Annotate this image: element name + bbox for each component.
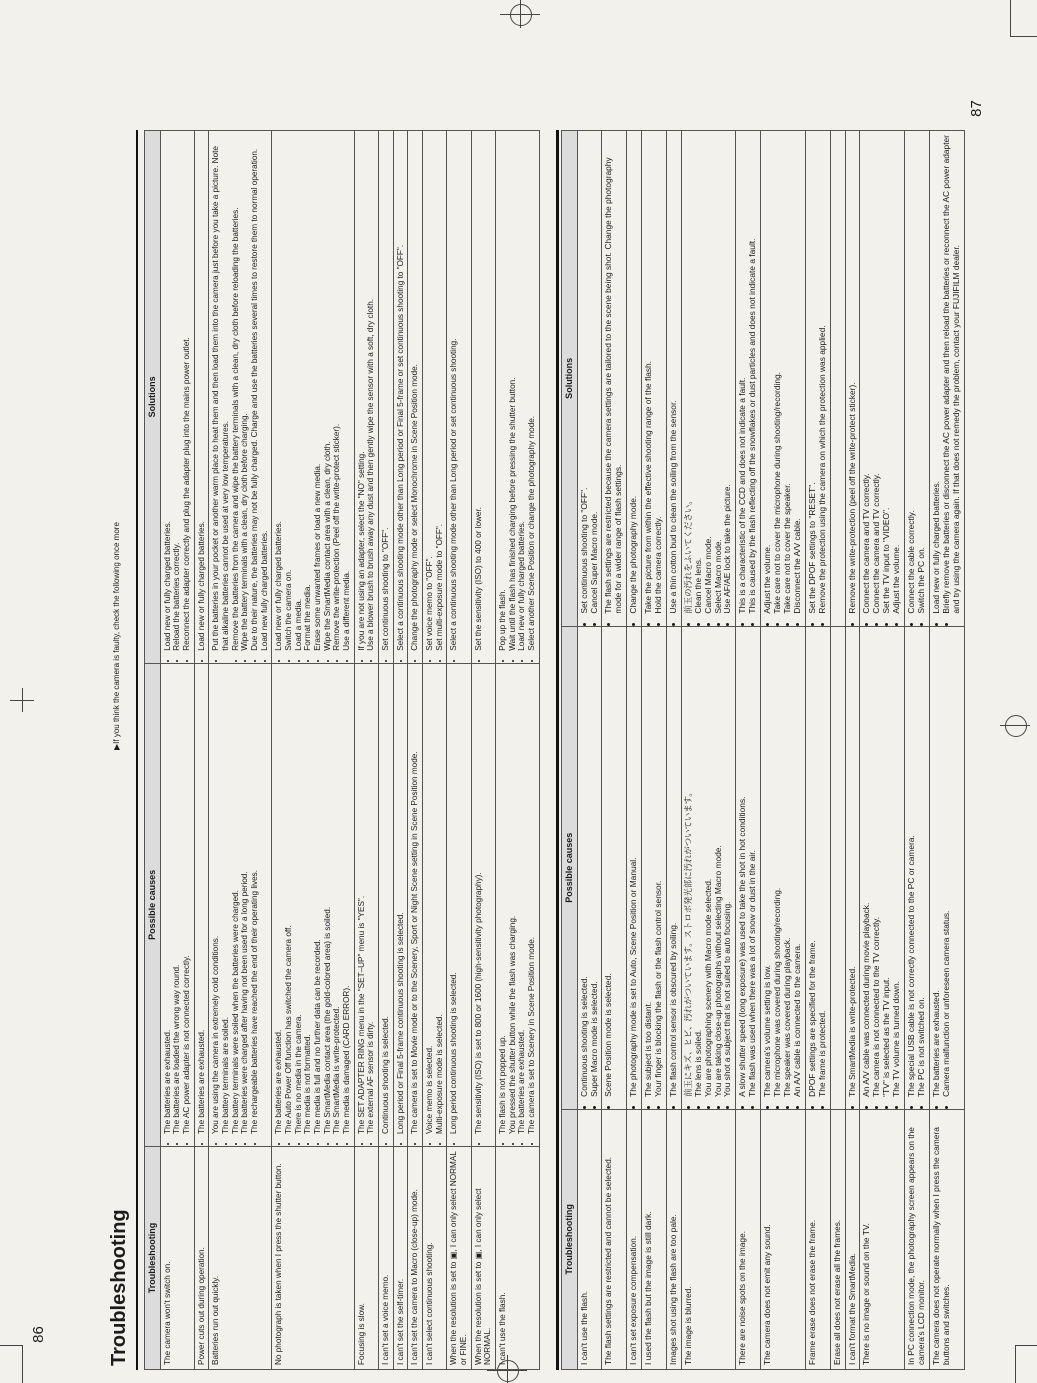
problem-cell: When the resolution is set to ▣, I can only select NORMAL or FINE.: [447, 1146, 471, 1369]
list-item: • The flash is not popped up.: [498, 668, 508, 1134]
causes-list: [580, 631, 600, 1105]
causes-cell: [642, 626, 667, 1109]
table-row: [805, 131, 830, 1370]
list-item: • Use a blower brush to brush away any dust and then gently wipe the sensor with a soft, dry cloth.: [366, 135, 376, 651]
problem-cell: I can't set exposure compensation.: [627, 1109, 642, 1369]
crop-mark: [0, 1345, 22, 1346]
column-header: Possible causes: [145, 663, 161, 1146]
solutions-list: [474, 135, 484, 659]
list-item: • The sensitivity (ISO) is set to 800 or 1600 (high-sensitivity photography).: [474, 668, 484, 1134]
list-item: • Set the TV input to "VIDEO".: [882, 135, 892, 614]
list-item: • You pressed the shutter button while the flash was charging.: [508, 668, 518, 1134]
list-item: • "TV" is selected as the TV input.: [882, 631, 892, 1097]
causes-cell: [666, 626, 681, 1109]
solutions-list: [738, 135, 758, 622]
solutions-cell: [354, 131, 378, 664]
problem-cell: In PC connection mode, the photography screen appears on the camera's LCD monitor.: [905, 1109, 930, 1369]
list-item: • Load new or fully charged batteries.: [163, 135, 173, 651]
causes-list: [410, 668, 420, 1142]
list-item: • Load new or fully charged batteries.: [932, 135, 942, 614]
list-item: • Select Macro mode.: [714, 135, 724, 614]
list-item: • Set continuous shooting to "OFF".: [580, 135, 590, 614]
list-item: • Load a media.: [294, 135, 304, 651]
table-row: [272, 131, 354, 1370]
causes-list: [862, 631, 902, 1105]
causes-list: [848, 631, 858, 1105]
causes-cell: [393, 663, 408, 1146]
table-row: [160, 131, 194, 1370]
list-item: • The batteries are exhausted.: [274, 668, 284, 1134]
list-item: • Load new or fully charged batteries.: [274, 135, 284, 651]
solutions-list: [907, 135, 927, 622]
problem-cell: The camera does not operate normally when I press the camera buttons and switches.: [929, 1109, 964, 1369]
column-header: Troubleshooting: [145, 1146, 161, 1369]
list-item: • Take the picture from within the effective shooting range of the flash.: [644, 135, 654, 614]
solutions-list: [684, 135, 734, 622]
registration-mark: [22, 688, 23, 712]
list-item: • Set multi-exposure mode to "OFF".: [435, 135, 445, 651]
causes-cell: [761, 626, 806, 1109]
list-item: • The camera is set to Movie mode or to the Scenery, Sport or Night Scene setting in Scene Position mode.: [410, 668, 420, 1134]
problem-cell: I used the flash but the image is still dark.: [642, 1109, 667, 1369]
causes-list: [498, 668, 537, 1142]
table-row: [447, 131, 471, 1370]
causes-list: [738, 631, 758, 1105]
list-item: • Reload the batteries correctly.: [172, 135, 182, 651]
list-item: • Take care not to cover the microphone during shooting/recording.: [773, 135, 783, 614]
solutions-cell: [194, 131, 209, 664]
list-item: • 前玉の汚れをふいてください。: [684, 135, 694, 614]
problem-cell: I can't set the self-timer.: [393, 1146, 408, 1369]
list-item: • A slow shutter speed (long exposure) was used to take the shot in hot conditions.: [738, 631, 748, 1097]
registration-mark: [1005, 715, 1027, 737]
solutions-cell: [471, 131, 495, 664]
list-item: • The media is not formatted.: [303, 668, 313, 1134]
list-item: • Your finger is blocking the flash or the flash control sensor.: [654, 631, 664, 1097]
list-item: • The media is damaged (CARD ERROR).: [342, 668, 352, 1134]
list-item: • Scene Position mode is selected.: [604, 631, 614, 1097]
solutions-list: [629, 135, 639, 622]
causes-list: [669, 631, 679, 1105]
solutions-cell: [423, 131, 447, 664]
solutions-cell: [627, 131, 642, 627]
table-row: [905, 131, 930, 1370]
list-item: • Set continuous shooting to "OFF".: [381, 135, 391, 651]
solutions-cell: [681, 131, 736, 627]
solutions-cell: [496, 131, 540, 664]
column-header: Troubleshooting: [562, 1109, 578, 1369]
crop-mark: [22, 1345, 23, 1383]
solutions-list: [580, 135, 600, 622]
troubleshooting-table-left: [144, 130, 540, 1370]
problem-cell: I can't use the flash.: [496, 1146, 540, 1369]
table-row: [929, 131, 964, 1370]
list-item: • The AC power adapter is not connected correctly.: [182, 668, 192, 1134]
list-item: • Load new fully charged batteries.: [260, 135, 270, 651]
page-note: ▶If you think the camera is faulty, check the following once more: [112, 522, 121, 750]
causes-cell: [447, 663, 471, 1146]
solutions-list: [848, 135, 858, 622]
causes-cell: [408, 663, 423, 1146]
list-item: • Remove the protection using the camera on which the protection was applied.: [818, 135, 828, 614]
column-header: Solutions: [562, 131, 578, 627]
table-row: [666, 131, 681, 1370]
list-item: • Select another Scene Position or change the photography mode.: [527, 135, 537, 651]
list-item: • The flash settings are restricted because the camera settings are tailored to the scene being shot. Change the photography mode for a wider range of flash settings.: [604, 135, 624, 614]
list-item: • The microphone was covered during shooting/recording.: [773, 631, 783, 1097]
list-item: • Remove the write-protection (peel off the write-protect sticker).: [848, 135, 858, 614]
list-item: • Use AF/AE lock to take the picture.: [723, 135, 733, 614]
causes-cell: [471, 663, 495, 1146]
causes-list: [197, 668, 207, 1142]
solutions-list: [763, 135, 803, 622]
solutions-cell: [577, 131, 602, 627]
list-item: • Load new or fully charged batteries.: [197, 135, 207, 651]
table-row: [602, 131, 627, 1370]
problem-cell: The flash settings are restricted and cannot be selected.: [602, 1109, 627, 1369]
table-row: [577, 131, 602, 1370]
solutions-cell: [736, 131, 761, 627]
solutions-list: [862, 135, 902, 622]
list-item: • The batteries are loaded the wrong way round.: [172, 668, 182, 1134]
problem-cell: The camera won't switch on.: [160, 1146, 194, 1369]
table-row: [423, 131, 447, 1370]
solutions-list: [932, 135, 962, 622]
problem-cell: The camera does not emit any sound.: [761, 1109, 806, 1369]
list-item: • This is caused by the flash reflecting off the snowflakes or dust particles and does not indicate a fault.: [748, 135, 758, 614]
causes-list: [763, 631, 803, 1105]
list-item: • Reconnect the adapter correctly and plug the adapter plug into the mains power outlet.: [182, 135, 192, 651]
causes-cell: [379, 663, 394, 1146]
solutions-cell: [761, 131, 806, 627]
page-number-left: 86: [29, 1326, 47, 1343]
list-item: • Remove the batteries from the camera and wipe the battery terminals with a clean, dry cloth before reloading the batteries.: [231, 135, 241, 651]
column-header: Solutions: [145, 131, 161, 664]
list-item: • Cancel Super Macro mode.: [590, 135, 600, 614]
list-item: • Wait until the flash has finished charging before pressing the shutter button.: [508, 135, 518, 651]
list-item: • Super Macro mode is selected.: [590, 631, 600, 1097]
solutions-list: [449, 135, 459, 659]
list-item: • Select a continuous shooting mode other than Long period or Final 5-frame or set continuous shooting to "OFF".: [396, 135, 406, 651]
solutions-cell: [408, 131, 423, 664]
table-row: [354, 131, 378, 1370]
solutions-cell: [642, 131, 667, 627]
table-row: [408, 131, 423, 1370]
page-title: Troubleshooting: [108, 1209, 130, 1366]
causes-cell: [209, 663, 272, 1146]
causes-list: [396, 668, 406, 1142]
problem-cell: I can't format the SmartMedia.: [845, 1109, 860, 1369]
list-item: • Use a thin cotton bud to clean the soiling from the sensor.: [669, 135, 679, 614]
causes-cell: [905, 626, 930, 1109]
list-item: • Long period continuous shooting is selected.: [449, 668, 459, 1134]
left-page: [108, 130, 537, 1370]
list-item: • Wipe the battery terminals with a clean, dry cloth before charging.: [240, 135, 250, 651]
problem-cell: Erase all does not erase all the frames.: [830, 1109, 845, 1369]
list-item: • Put the batteries in your pocket or another warm place to heat them and then load them into the camera just before you take a picture. Note that alkaline batteries cannot be used at very low temperatures.: [211, 135, 230, 651]
list-item: • Voice memo is selected.: [425, 668, 435, 1134]
causes-cell: [736, 626, 761, 1109]
list-item: • 前玉にキズ、ヒビ、汚れがついています。ストロボ発光部に汚れがついています。: [684, 631, 694, 1097]
solutions-cell: [272, 131, 354, 664]
table-row: [845, 131, 860, 1370]
list-item: • The SmartMedia is write-protected.: [848, 631, 858, 1097]
list-item: • Connect the camera and TV correctly.: [862, 135, 872, 614]
list-item: • Clean the lens.: [694, 135, 704, 614]
list-item: • The special USB cable is not correctly connected to the PC or camera.: [907, 631, 917, 1097]
list-item: • The SmartMedia is write-protected.: [332, 668, 342, 1134]
causes-list: [629, 631, 639, 1105]
solutions-list: [357, 135, 376, 659]
list-item: • The flash control sensor is obscured by soiling.: [669, 631, 679, 1097]
list-item: • The batteries are exhausted.: [932, 631, 942, 1097]
table-row: [194, 131, 209, 1370]
problem-cell: I can't select continuous shooting.: [423, 1146, 447, 1369]
list-item: • The camera is not connected to the TV correctly.: [872, 631, 882, 1097]
list-item: • The batteries are exhausted.: [517, 668, 527, 1134]
list-item: • The Auto Power Off function has switched the camera off.: [284, 668, 294, 1134]
problem-cell: Power cuts out during operation.: [194, 1146, 209, 1369]
solutions-cell: [602, 131, 627, 627]
problem-cell: The image is blurred.: [681, 1109, 736, 1369]
causes-list: [907, 631, 927, 1105]
list-item: • Remove the write-protection (Peel off the write-protect sticker).: [332, 135, 342, 651]
list-item: • The batteries are exhausted.: [197, 668, 207, 1134]
list-item: • Long period or Final 5-frame continuous shooting is selected.: [396, 668, 406, 1134]
problem-cell: When the resolution is set to ▣, I can only select NORMAL.: [471, 1146, 495, 1369]
title-underline: [136, 130, 138, 1370]
list-item: • Continuous shooting is selected.: [580, 631, 590, 1097]
list-item: • The media is full and no further data can be recorded.: [313, 668, 323, 1134]
solutions-list: [808, 135, 828, 622]
list-item: • Hold the camera correctly.: [654, 135, 664, 614]
solutions-cell: [860, 131, 905, 627]
list-item: • Adjust the volume.: [763, 135, 773, 614]
causes-list: [357, 668, 376, 1142]
list-item: • Briefly remove the batteries or disconnect the AC power adapter and then reload the batteries or reconnect the AC power adapter and try using the camera again. If that does not remedy the problem, contact your FUJIFILM dealer.: [942, 135, 962, 614]
list-item: • The frame is protected.: [818, 631, 828, 1097]
crop-mark: [1010, 0, 1011, 36]
solutions-cell: [666, 131, 681, 627]
table-row: [379, 131, 394, 1370]
list-item: • You are taking close-up photographs without selecting Macro mode.: [714, 631, 724, 1097]
solutions-cell: [805, 131, 830, 627]
crop-mark: [1015, 1345, 1037, 1346]
list-item: • The batteries were charged after having not been used for a long period.: [240, 668, 250, 1134]
solutions-list: [163, 135, 192, 659]
solutions-list: [604, 135, 624, 622]
causes-list: [604, 631, 614, 1105]
solutions-list: [498, 135, 537, 659]
list-item: • Use a different media.: [342, 135, 352, 651]
left-page-header: [110, 130, 130, 1370]
right-page: [548, 130, 1008, 1370]
causes-cell: [929, 626, 964, 1109]
table-row: [627, 131, 642, 1370]
table-row: [471, 131, 495, 1370]
list-item: • The SmartMedia contact area (the gold-colored area) is soiled.: [323, 668, 333, 1134]
problem-cell: Batteries run out quickly.: [209, 1146, 272, 1369]
list-item: • Switch the camera on.: [284, 135, 294, 651]
solutions-cell: [830, 131, 845, 627]
list-item: • Adjust the volume.: [892, 135, 902, 614]
solutions-list: [197, 135, 207, 659]
list-item: • Load new or fully charged batteries.: [517, 135, 527, 651]
table-row: [209, 131, 272, 1370]
problem-cell: There is no image or sound on the TV.: [860, 1109, 905, 1369]
crop-mark: [1010, 36, 1037, 37]
problem-cell: Images shot using the flash are too pale.: [666, 1109, 681, 1369]
problem-cell: I can't set the camera to Macro (close-up) mode.: [408, 1146, 423, 1369]
list-item: • Camera malfunction or unforeseen camera status.: [942, 631, 952, 1097]
causes-list: [644, 631, 664, 1105]
column-header: Possible causes: [562, 626, 578, 1109]
list-item: • The battery terminals were soiled when the batteries were charged.: [231, 668, 241, 1134]
list-item: • Continuous shooting is selected.: [381, 668, 391, 1134]
list-item: • Connect the camera and TV correctly.: [872, 135, 882, 614]
list-item: • There is no media in the camera.: [294, 668, 304, 1134]
causes-cell: [681, 626, 736, 1109]
list-item: • Change the photography mode.: [629, 135, 639, 614]
causes-cell: [577, 626, 602, 1109]
list-item: • The flash was used when there was a lot of snow or dust in the air.: [748, 631, 758, 1097]
causes-list: [474, 668, 484, 1142]
list-item: • Erase some unwanted frames or load a new media.: [313, 135, 323, 651]
causes-list: [684, 631, 734, 1105]
table-row: [496, 131, 540, 1370]
solutions-list: [381, 135, 391, 659]
list-item: • The lens is soiled.: [694, 631, 704, 1097]
causes-cell: [845, 626, 860, 1109]
header-rule: [556, 130, 559, 1370]
list-item: • Take care not to cover the speaker.: [783, 135, 793, 614]
list-item: • The camera's volume setting is low.: [763, 631, 773, 1097]
list-item: • Pop up the flash.: [498, 135, 508, 651]
problem-cell: No photograph is taken when I press the shutter button.: [272, 1146, 354, 1369]
list-item: • The SET ADAPTER RING menu in the "SET–UP" menu is "YES".: [357, 668, 367, 1134]
list-item: • An A/V cable is connected to the camera.: [793, 631, 803, 1097]
causes-list: [808, 631, 828, 1105]
list-item: • You are photographing scenery with Macro mode selected.: [704, 631, 714, 1097]
list-item: • DPOF settings are specified for the frame.: [808, 631, 818, 1097]
table-row: [860, 131, 905, 1370]
causes-cell: [160, 663, 194, 1146]
problem-cell: There are noise spots on the image.: [736, 1109, 761, 1369]
solutions-cell: [929, 131, 964, 627]
solutions-list: [644, 135, 664, 622]
list-item: • If you are not using an adapter, select the "NO" setting.: [357, 135, 367, 651]
list-item: • The PC is not switched on.: [917, 631, 927, 1097]
solutions-cell: [393, 131, 408, 664]
causes-cell: [194, 663, 209, 1146]
list-item: • The camera is set to Scenery in Scene Position mode.: [527, 668, 537, 1134]
solutions-list: [669, 135, 679, 622]
problem-cell: I can't use the flash.: [577, 1109, 602, 1369]
list-item: • The subject is too distant.: [644, 631, 654, 1097]
causes-cell: [830, 626, 845, 1109]
solutions-list: [396, 135, 406, 659]
problem-cell: Frame erase does not erase the frame.: [805, 1109, 830, 1369]
list-item: • The batteries are exhausted.: [163, 668, 173, 1134]
list-item: • The speaker was covered during playback.: [783, 631, 793, 1097]
list-item: • Change the photography mode or select Monochrome in Scene Position mode.: [410, 135, 420, 651]
list-item: • Set the sensitivity (ISO) to 400 or lower.: [474, 135, 484, 651]
causes-list: [274, 668, 351, 1142]
causes-list: [449, 668, 459, 1142]
causes-list: [932, 631, 952, 1105]
crop-mark: [1015, 1345, 1016, 1383]
solutions-cell: [379, 131, 394, 664]
list-item: • Set voice memo to "OFF".: [425, 135, 435, 651]
causes-cell: [627, 626, 642, 1109]
table-row: [393, 131, 408, 1370]
list-item: • The external AF sensor is dirty.: [366, 668, 376, 1134]
list-item: • Select a continuous shooting mode other than Long period or set continuous shooting.: [449, 135, 459, 651]
table-row: [642, 131, 667, 1370]
causes-list: [425, 668, 444, 1142]
list-item: • You shot a subject that is not suited to auto focusing.: [723, 631, 733, 1097]
solutions-cell: [160, 131, 194, 664]
list-item: • Set the DPOF settings to "RESET".: [808, 135, 818, 614]
table-row: [681, 131, 736, 1370]
list-item: • Multi-exposure mode is selected.: [435, 668, 445, 1134]
causes-cell: [423, 663, 447, 1146]
solutions-cell: [845, 131, 860, 627]
solutions-list: [274, 135, 351, 659]
list-item: • You are using the camera in extremely cold conditions.: [211, 668, 221, 1134]
solutions-list: [410, 135, 420, 659]
solutions-list: [425, 135, 444, 659]
solutions-cell: [905, 131, 930, 627]
list-item: • Cancel Macro mode.: [704, 135, 714, 614]
troubleshooting-table-right: [561, 130, 965, 1370]
causes-cell: [860, 626, 905, 1109]
list-item: • An A/V cable was connected during movie playback.: [862, 631, 872, 1097]
solutions-list: [211, 135, 269, 659]
list-item: • The battery terminals are soiled.: [221, 668, 231, 1134]
list-item: • The photography mode is set to Auto, Scene Position or Manual.: [629, 631, 639, 1097]
causes-cell: [496, 663, 540, 1146]
list-item: • Disconnect the A/V cable.: [793, 135, 803, 614]
list-item: • Wipe the SmartMedia contact area with a clean, dry cloth.: [323, 135, 333, 651]
causes-cell: [805, 626, 830, 1109]
list-item: • Due to their nature, the batteries may not be fully charged. Charge and use the batteries several times to restore them to normal operation.: [250, 135, 260, 651]
causes-cell: [272, 663, 354, 1146]
list-item: • Format the media.: [303, 135, 313, 651]
problem-cell: Focusing is slow.: [354, 1146, 378, 1369]
list-item: • This is a characteristic of the CCD and does not indicate a fault.: [738, 135, 748, 614]
page-number-right: 87: [967, 100, 985, 117]
list-item: • Switch the PC on.: [917, 135, 927, 614]
table-row: [736, 131, 761, 1370]
solutions-cell: [209, 131, 272, 664]
causes-cell: [354, 663, 378, 1146]
causes-list: [211, 668, 259, 1142]
registration-mark: [510, 4, 532, 26]
table-row: [830, 131, 845, 1370]
causes-list: [163, 668, 192, 1142]
list-item: • The TV volume is turned down.: [892, 631, 902, 1097]
solutions-cell: [447, 131, 471, 664]
problem-cell: I can't set a voice memo.: [379, 1146, 394, 1369]
causes-list: [381, 668, 391, 1142]
list-item: • Connect the cable correctly.: [907, 135, 917, 614]
list-item: • The rechargeable batteries have reached the end of their operating lives.: [250, 668, 260, 1134]
table-row: [761, 131, 806, 1370]
causes-cell: [602, 626, 627, 1109]
